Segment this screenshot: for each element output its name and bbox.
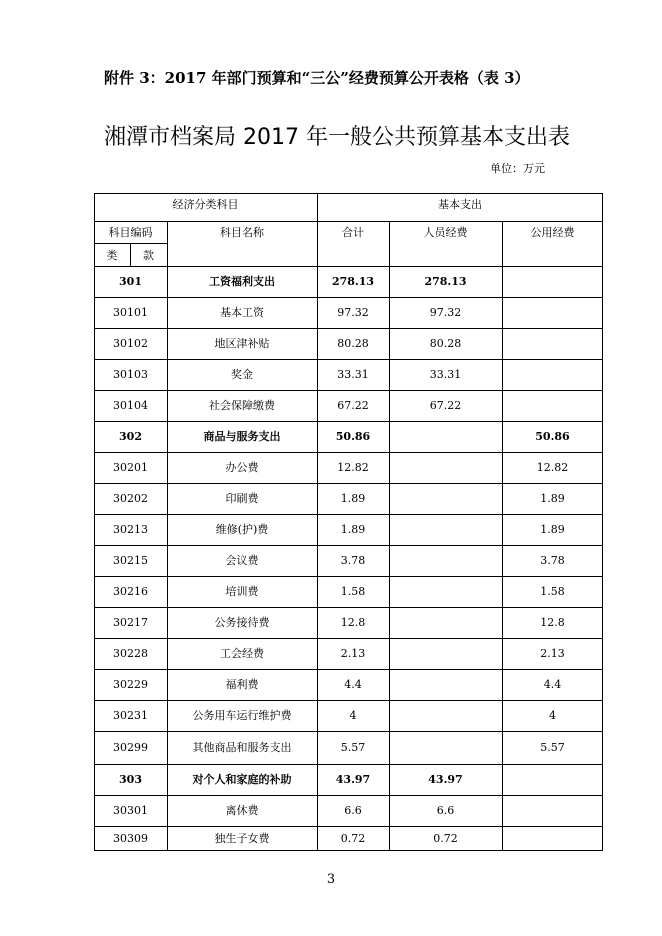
cell-code: 30309: [113, 832, 148, 845]
cell-personnel: 0.72: [433, 832, 458, 845]
cell-code: 30103: [113, 368, 148, 381]
cell-name: 独生子女费: [214, 832, 270, 845]
header-econ-class: 经济分类科目: [172, 198, 239, 211]
header-basic-expense: 基本支出: [438, 198, 482, 211]
cell-total: 4.4: [344, 678, 362, 691]
cell-total: 80.28: [337, 337, 369, 350]
table-row: [94, 514, 603, 545]
cell-code: 30213: [113, 523, 148, 536]
cell-code: 30104: [113, 399, 148, 412]
table-row: [94, 421, 603, 452]
cell-code: 30216: [113, 585, 148, 598]
cell-code: 30202: [113, 492, 148, 505]
table-row: [94, 731, 603, 764]
cell-public: 5.57: [540, 741, 565, 754]
cell-code: 30299: [113, 741, 148, 754]
unit-label: 单位：万元: [490, 162, 545, 175]
cell-public: 12.8: [540, 616, 565, 629]
cell-name: 工会经费: [220, 647, 264, 660]
cell-total: 97.32: [337, 306, 369, 319]
cell-personnel: 80.28: [429, 337, 462, 350]
cell-name: 商品与服务支出: [203, 430, 281, 443]
cell-code: 30228: [113, 647, 148, 660]
cell-total: 12.8: [340, 616, 366, 629]
cell-name: 印刷费: [225, 492, 259, 505]
cell-total: 1.89: [340, 523, 366, 536]
cell-total: 43.97: [335, 773, 371, 786]
cell-name: 会议费: [225, 554, 259, 567]
cell-name: 工资福利支出: [209, 275, 275, 288]
cell-code: 30301: [113, 804, 148, 817]
table-row: [94, 795, 603, 826]
cell-personnel: 278.13: [424, 275, 467, 288]
cell-total: 67.22: [337, 399, 369, 412]
cell-total: 6.6: [344, 804, 362, 817]
cell-public: 4.4: [543, 678, 562, 691]
cell-code: 30215: [113, 554, 148, 567]
table-row: [94, 545, 603, 576]
cell-personnel: 43.97: [428, 773, 463, 786]
table-row: [94, 638, 603, 669]
cell-name: 公务用车运行维护费: [192, 709, 292, 722]
cell-code: 303: [119, 773, 142, 786]
cell-name: 福利费: [225, 678, 259, 691]
table-row: [94, 297, 603, 328]
table-row: [94, 452, 603, 483]
cell-total: 2.13: [340, 647, 366, 660]
cell-total: 50.86: [335, 430, 371, 443]
cell-total: 278.13: [331, 275, 375, 288]
cell-total: 1.89: [340, 492, 366, 505]
cell-code: 30231: [113, 709, 148, 722]
table-row: [94, 826, 603, 851]
cell-total: 33.31: [337, 368, 369, 381]
cell-name: 基本工资: [220, 306, 264, 319]
cell-code: 30102: [113, 337, 148, 350]
cell-name: 培训费: [225, 585, 259, 598]
header-code: 科目编码: [108, 226, 153, 239]
header-total: 合计: [342, 226, 364, 239]
page-number: 3: [326, 872, 336, 887]
cell-public: 2.13: [540, 647, 565, 660]
table-row: [94, 390, 603, 421]
cell-total: 5.57: [340, 741, 366, 754]
table-row: [94, 483, 603, 514]
header-name: 科目名称: [220, 226, 264, 239]
cell-name: 维修(护)费: [215, 523, 269, 536]
cell-public: 1.89: [540, 492, 565, 505]
cell-public: 1.89: [540, 523, 565, 536]
table-row: [94, 576, 603, 607]
cell-public: 3.78: [540, 554, 565, 567]
cell-total: 3.78: [340, 554, 366, 567]
cell-name: 公务接待费: [214, 616, 270, 629]
header-personnel: 人员经费: [423, 226, 468, 239]
cell-name: 地区津补贴: [214, 337, 270, 350]
table-row: [94, 359, 603, 390]
cell-public: 12.82: [536, 461, 569, 474]
cell-personnel: 97.32: [429, 306, 462, 319]
table-row: [94, 669, 603, 700]
table-row: [94, 607, 603, 638]
cell-name: 离休费: [225, 804, 259, 817]
cell-personnel: 6.6: [436, 804, 455, 817]
cell-name: 社会保障缴费: [209, 399, 275, 412]
cell-total: 12.82: [337, 461, 369, 474]
cell-name: 奖金: [231, 368, 253, 381]
cell-total: 4: [349, 709, 357, 722]
cell-name: 其他商品和服务支出: [192, 741, 292, 754]
cell-personnel: 33.31: [429, 368, 462, 381]
cell-code: 30217: [113, 616, 148, 629]
cell-code: 302: [119, 430, 142, 443]
cell-public: 50.86: [535, 430, 570, 443]
page-title: 湘潭市档案局 2017 年一般公共预算基本支出表: [104, 125, 570, 150]
cell-total: 0.72: [340, 832, 366, 845]
cell-total: 1.58: [340, 585, 366, 598]
attachment-label: 附件 3：2017 年部门预算和“三公”经费预算公开表格（表 3）: [104, 69, 530, 87]
budget-table: [94, 193, 603, 851]
cell-code: 301: [119, 275, 142, 288]
table-row: [94, 764, 603, 795]
cell-code: 30229: [113, 678, 148, 691]
cell-public: 4: [549, 709, 556, 722]
header-kuan: 款: [143, 249, 154, 262]
header-lei: 类: [106, 249, 118, 262]
cell-public: 1.58: [540, 585, 565, 598]
table-row: [94, 328, 603, 359]
table-row: [94, 266, 603, 297]
cell-code: 30201: [113, 461, 148, 474]
table-row: [94, 700, 603, 731]
cell-code: 30101: [113, 306, 148, 319]
header-public: 公用经费: [530, 226, 575, 239]
cell-name: 对个人和家庭的补助: [192, 773, 292, 786]
cell-personnel: 67.22: [429, 399, 462, 412]
cell-name: 办公费: [225, 461, 259, 474]
